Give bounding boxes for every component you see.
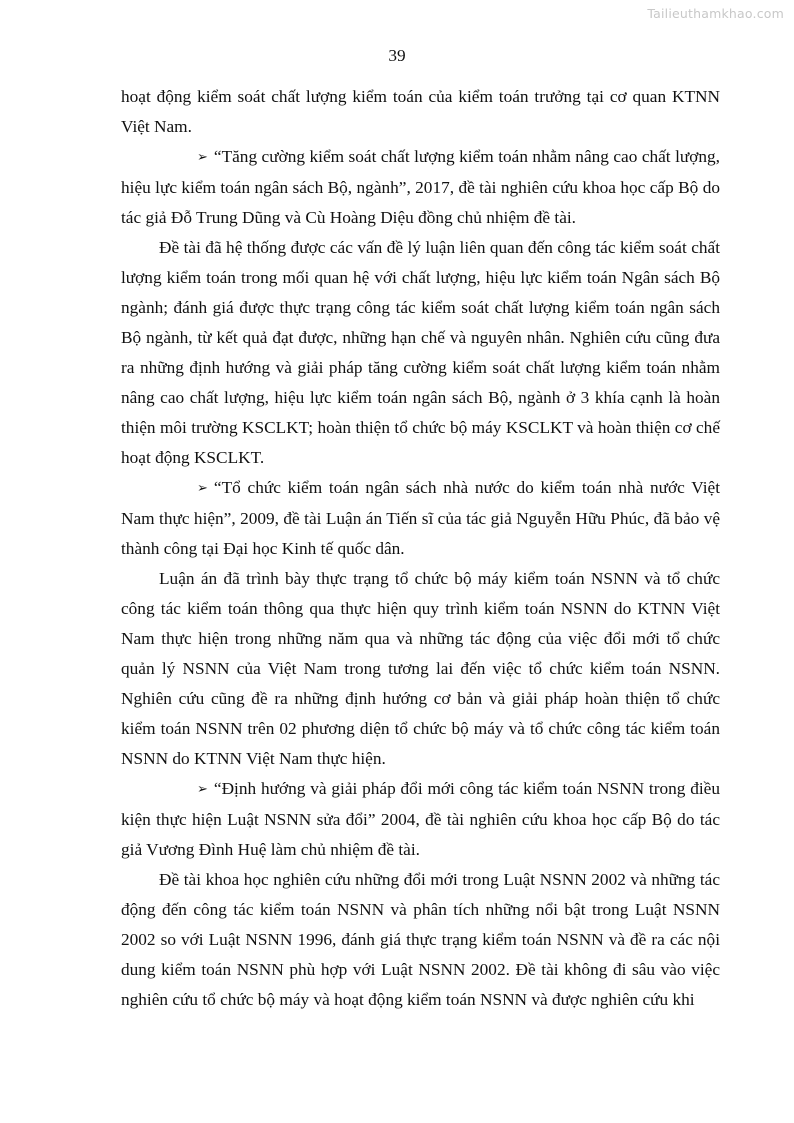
bullet-text: “Định hướng và giải pháp đổi mới công tác kiểm toán NSNN trong điều kiện thực hiện Luật NSNN sửa đổi” 2004, đề tài nghiên cứu khoa học cấp Bộ do tác giả Vương Đình Huệ làm chủ nhiệm đề tài. [121, 779, 720, 859]
bullet-text: “Tăng cường kiểm soát chất lượng kiểm toán nhằm nâng cao chất lượng, hiệu lực kiểm toán ngân sách Bộ, ngành”, 2017, đề tài nghiên cứu khoa học cấp Bộ do tác giả Đỗ Trung Dũng và Cù Hoàng Diệu đồng chủ nhiệm đề tài. [121, 147, 720, 227]
bullet-item [121, 142, 720, 233]
page-number: 39 [388, 46, 406, 65]
paragraph [121, 865, 720, 1015]
paragraph-continuation [121, 82, 720, 142]
watermark: Tailieuthamkhao.com [647, 6, 784, 21]
arrow-bullet-icon: ➢ [197, 149, 208, 164]
bullet-item [121, 774, 720, 865]
arrow-bullet-icon: ➢ [197, 480, 208, 495]
paragraph [121, 233, 720, 473]
bullet-item [121, 473, 720, 564]
paragraph-text: Luận án đã trình bày thực trạng tổ chức bộ máy kiểm toán NSNN và tổ chức công tác kiểm toán thông qua thực hiện quy trình kiểm toán NSNN do KTNN Việt Nam thực hiện trong những năm qua và những tác động của việc đổi mới tổ chức quản lý NSNN của Việt Nam trong tương lai đến việc tổ chức kiểm toán NSNN. Nghiên cứu cũng đề ra những định hướng cơ bản và giải pháp hoàn thiện tổ chức kiểm toán NSNN trên 02 phương diện tổ chức bộ máy và tổ chức công tác kiểm toán NSNN do KTNN Việt Nam thực hiện. [121, 569, 720, 768]
paragraph [121, 564, 720, 774]
arrow-bullet-icon: ➢ [197, 781, 208, 796]
paragraph-text: Đề tài đã hệ thống được các vấn đề lý luận liên quan đến công tác kiểm soát chất lượng kiểm toán trong mối quan hệ với chất lượng, hiệu lực kiểm toán Ngân sách Bộ ngành; đánh giá được thực trạng công tác kiểm soát chất lượng kiểm toán ngân sách Bộ ngành, từ kết quả đạt được, những hạn chế và nguyên nhân. Nghiên cứu cũng đưa ra những định hướng và giải pháp tăng cường kiểm soát chất lượng kiểm toán nhằm nâng cao chất lượng, hiệu lực kiểm toán ngân sách Bộ, ngành ở 3 khía cạnh là hoàn thiện môi trường KSCLKT; hoàn thiện tổ chức bộ máy KSCLKT và hoàn thiện cơ chế hoạt động KSCLKT. [121, 238, 720, 467]
document-body [121, 82, 720, 1015]
bullet-text: “Tổ chức kiểm toán ngân sách nhà nước do kiểm toán nhà nước Việt Nam thực hiện”, 2009, đề tài Luận án Tiến sĩ của tác giả Nguyễn Hữu Phúc, đã bảo vệ thành công tại Đại học Kinh tế quốc dân. [121, 478, 720, 558]
paragraph-text: hoạt động kiểm soát chất lượng kiểm toán của kiểm toán trưởng tại cơ quan KTNN Việt Nam. [121, 87, 720, 136]
paragraph-text: Đề tài khoa học nghiên cứu những đổi mới trong Luật NSNN 2002 và những tác động đến công tác kiểm toán NSNN và phân tích những nổi bật trong Luật NSNN 2002 so với Luật NSNN 1996, đánh giá thực trạng kiểm toán NSNN và đề ra các nội dung kiểm toán NSNN phù hợp với Luật NSNN 2002. Đề tài không đi sâu vào việc nghiên cứu tổ chức bộ máy và hoạt động kiểm toán NSNN và được nghiên cứu khi [121, 870, 720, 1009]
